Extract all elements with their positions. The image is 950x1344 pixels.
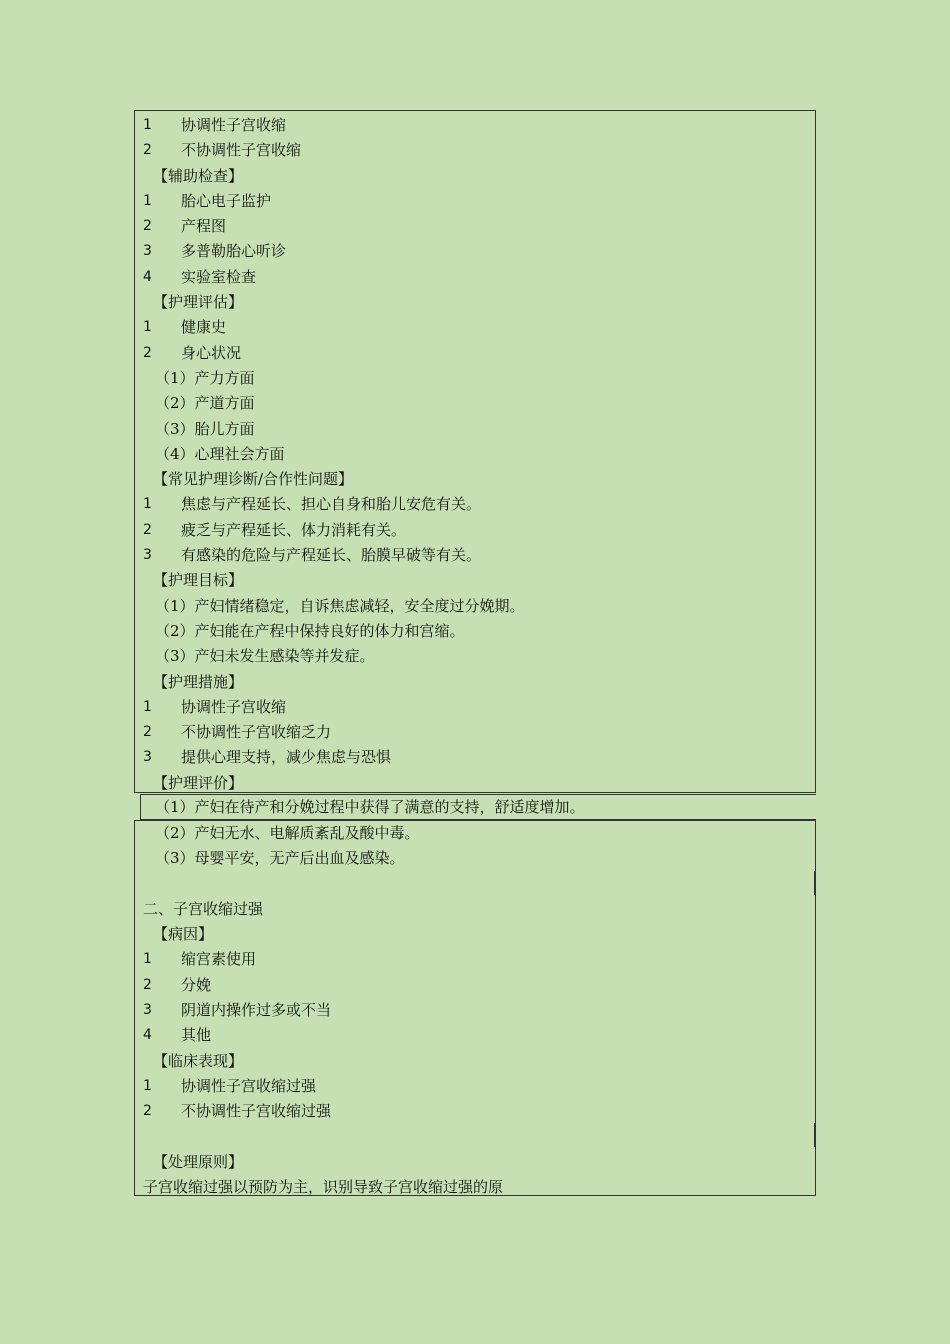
text-line xyxy=(135,265,815,290)
item-text: 有感染的危险与产程延长、胎膜早破等有关。 xyxy=(181,546,482,565)
item-text: 不协调性子宫收缩过强 xyxy=(181,1102,332,1121)
content-box-1 xyxy=(134,110,816,793)
text-line xyxy=(135,695,815,720)
text-line xyxy=(135,846,815,871)
text-line xyxy=(135,670,815,695)
text-line xyxy=(135,947,815,972)
text-line xyxy=(135,619,815,644)
item-text: 不协调性子宫收缩乏力 xyxy=(181,723,332,742)
item-number: 2 xyxy=(143,724,152,741)
sub-item-text: （3）母婴平安，无产后出血及感染。 xyxy=(155,849,405,868)
item-text: 焦虑与产程延长、担心自身和胎儿安危有关。 xyxy=(181,495,482,514)
text-line xyxy=(135,1125,815,1150)
text-line xyxy=(135,745,815,770)
item-number: 2 xyxy=(143,218,152,235)
text-line xyxy=(135,138,815,163)
item-text: 疲乏与产程延长、体力消耗有关。 xyxy=(181,520,407,539)
item-number: 3 xyxy=(143,1002,152,1019)
item-number: 1 xyxy=(143,117,152,133)
sub-item-text: （1）产力方面 xyxy=(155,368,255,387)
text-line xyxy=(135,872,815,897)
item-text: 分娩 xyxy=(181,975,212,994)
item-number: 2 xyxy=(143,521,152,538)
text-line xyxy=(135,720,815,745)
text-line xyxy=(135,239,815,264)
item-text: 协调性子宫收缩 xyxy=(181,116,287,134)
item-number: 2 xyxy=(143,976,152,993)
section-heading: 【护理措施】 xyxy=(153,672,244,691)
section-heading: 【辅助检查】 xyxy=(153,166,244,185)
section-heading: 【护理评估】 xyxy=(153,293,244,312)
text-line xyxy=(135,594,815,619)
sub-item-text: （2）产妇无水、电解质紊乱及酸中毒。 xyxy=(155,824,420,842)
item-number: 2 xyxy=(143,344,152,361)
sub-item-text: （3）胎儿方面 xyxy=(155,419,255,438)
sub-item-text: （2）产妇能在产程中保持良好的体力和宫缩。 xyxy=(155,621,465,640)
item-text: 缩宫素使用 xyxy=(181,950,257,969)
paragraph-text: 子宫收缩过强以预防为主，识别导致子宫收缩过强的原 xyxy=(143,1178,504,1197)
section-heading: 【临床表现】 xyxy=(153,1051,244,1070)
content-box-3 xyxy=(134,820,816,1196)
text-line xyxy=(135,315,815,340)
item-number: 4 xyxy=(143,268,152,285)
item-number: 3 xyxy=(143,547,152,564)
text-line xyxy=(135,1074,815,1099)
sub-item-text: （3）产妇未发生感染等并发症。 xyxy=(155,647,375,666)
sub-item-text: （2）产道方面 xyxy=(155,394,255,413)
text-line xyxy=(135,897,815,922)
item-text: 其他 xyxy=(181,1026,212,1045)
section-heading: 【常见护理诊断/合作性问题】 xyxy=(153,470,354,489)
item-text: 阴道内操作过多或不当 xyxy=(181,1001,332,1020)
item-text: 协调性子宫收缩 xyxy=(181,697,287,716)
item-number: 3 xyxy=(143,243,152,260)
item-number: 1 xyxy=(143,1077,152,1094)
text-line xyxy=(135,568,815,593)
text-line xyxy=(135,1023,815,1048)
text-line xyxy=(135,922,815,947)
text-line xyxy=(135,998,815,1023)
text-line xyxy=(135,366,815,391)
section-heading: 【病因】 xyxy=(153,925,214,944)
item-text: 胎心电子监护 xyxy=(181,191,272,210)
paragraph-text: 二、子宫收缩过强 xyxy=(143,899,264,918)
sub-item-text: （1）产妇在待产和分娩过程中获得了满意的支持，舒适度增加。 xyxy=(155,798,585,816)
section-heading: 【处理原则】 xyxy=(153,1152,244,1171)
text-line xyxy=(135,467,815,492)
sub-item-text: （4）心理社会方面 xyxy=(155,444,285,463)
text-line xyxy=(135,1150,815,1175)
text-line xyxy=(135,417,815,442)
text-line xyxy=(135,543,815,568)
section-heading: 【护理评价】 xyxy=(153,773,244,792)
text-line xyxy=(135,644,815,669)
text-line xyxy=(135,189,815,214)
item-number: 4 xyxy=(143,1027,152,1044)
text-line xyxy=(135,821,815,846)
text-line xyxy=(135,1099,815,1124)
section-heading: 【护理目标】 xyxy=(153,571,244,590)
text-line xyxy=(135,771,815,796)
item-text: 产程图 xyxy=(181,217,227,236)
item-number: 1 xyxy=(143,496,152,513)
sub-item-text: （1）产妇情绪稳定，自诉焦虑减轻，安全度过分娩期。 xyxy=(155,596,525,615)
item-number: 1 xyxy=(143,698,152,715)
text-line xyxy=(135,164,815,189)
text-line xyxy=(135,1175,815,1200)
text-line xyxy=(135,442,815,467)
text-line xyxy=(135,518,815,543)
item-number: 1 xyxy=(143,192,152,209)
item-text: 健康史 xyxy=(181,318,227,337)
item-number: 2 xyxy=(143,142,152,159)
text-line xyxy=(135,391,815,416)
item-text: 协调性子宫收缩过强 xyxy=(181,1076,317,1095)
text-line xyxy=(135,973,815,998)
item-text: 多普勒胎心听诊 xyxy=(181,242,287,261)
content-box-2 xyxy=(140,794,816,820)
text-line xyxy=(135,214,815,239)
text-line xyxy=(135,113,815,138)
text-line xyxy=(135,1049,815,1074)
text-line xyxy=(135,341,815,366)
item-number: 2 xyxy=(143,1103,152,1120)
item-number: 1 xyxy=(143,951,152,968)
item-text: 实验室检查 xyxy=(181,267,257,286)
item-number: 1 xyxy=(143,319,152,336)
item-number: 3 xyxy=(143,749,152,766)
text-line xyxy=(135,290,815,315)
text-line xyxy=(141,795,816,820)
item-text: 不协调性子宫收缩 xyxy=(181,141,302,160)
item-text: 身心状况 xyxy=(181,343,242,362)
text-line xyxy=(135,492,815,517)
item-text: 提供心理支持，减少焦虑与恐惧 xyxy=(181,748,392,767)
